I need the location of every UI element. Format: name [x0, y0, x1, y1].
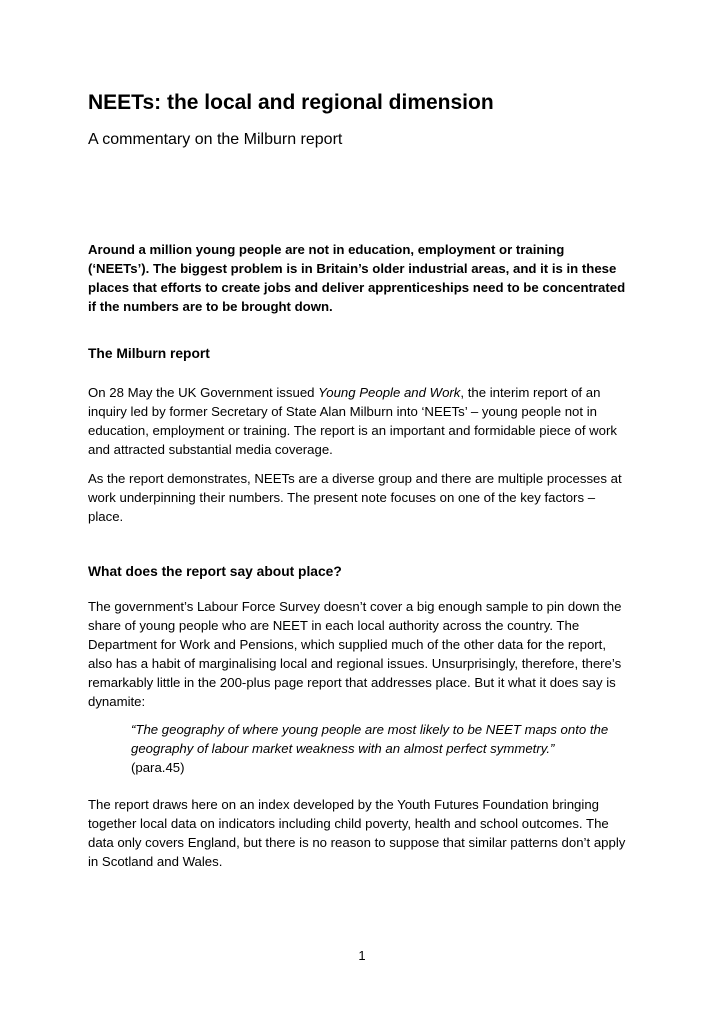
paragraph-line: place.	[88, 509, 124, 524]
block-quote	[131, 720, 651, 777]
text-fragment: On 28 May the UK Government issued	[88, 385, 319, 400]
summary-line: (‘NEETs’). The biggest problem is in Britain’s older industrial areas, and it is in these	[88, 261, 617, 276]
section-heading-place: What does the report say about place?	[88, 564, 342, 579]
paragraph-line: education, employment or training. The report is an important and formidable piece of work	[88, 423, 618, 438]
paragraph-labour-force-survey	[88, 597, 648, 711]
paragraph-line: work underpinning their numbers. The present note focuses on one of the key factors –	[88, 490, 596, 505]
paragraph-line: As the report demonstrates, NEETs are a diverse group and there are multiple processes at	[88, 471, 622, 486]
paragraph-line	[88, 383, 648, 402]
summary-line: if the numbers are to be brought down.	[88, 299, 333, 314]
summary-line: places that efforts to create jobs and deliver apprenticeships need to be concentrated	[88, 280, 626, 295]
paragraph-neets-diverse	[88, 469, 648, 526]
paragraph-line: and attracted substantial media coverage.	[88, 442, 333, 457]
paragraph-line: in Scotland and Wales.	[88, 854, 223, 869]
paragraph-line: remarkably little in the 200-plus page report that addresses place. But it what it does say is	[88, 675, 616, 690]
quote-line: “The geography of where young people are most likely to be NEET maps onto the	[131, 722, 609, 737]
report-title-italic: Young People and Work	[318, 385, 461, 400]
page-number: 1	[358, 948, 366, 963]
text-fragment: , the interim report of an	[460, 385, 601, 400]
paragraph-line: also has a habit of marginalising local and regional issues. Unsurprisingly, therefore, there’s	[88, 656, 622, 671]
paragraph-line: dynamite:	[88, 694, 146, 709]
paragraph-youth-futures-index	[88, 795, 648, 871]
paragraph-line: The report draws here on an index developed by the Youth Futures Foundation bringing	[88, 797, 599, 812]
paragraph-line: Department for Work and Pensions, which supplied much of the other data for the report,	[88, 637, 607, 652]
paragraph-line: share of young people who are NEET in each local authority across the country. The	[88, 618, 580, 633]
document-subtitle: A commentary on the Milburn report	[88, 131, 343, 148]
paragraph-line: data only covers England, but there is no reason to suppose that similar patterns don’t apply	[88, 835, 626, 850]
quote-line: geography of labour market weakness with an almost perfect symmetry.”	[131, 741, 555, 756]
summary-paragraph	[88, 240, 648, 316]
quote-citation: (para.45)	[131, 760, 185, 775]
section-heading-milburn-report: The Milburn report	[88, 346, 210, 361]
paragraph-line: inquiry led by former Secretary of State Alan Milburn into ‘NEETs’ – young people not in	[88, 404, 597, 419]
paragraph-line: together local data on indicators including child poverty, health and school outcomes. The	[88, 816, 609, 831]
summary-line: Around a million young people are not in education, employment or training	[88, 242, 565, 257]
document-title: NEETs: the local and regional dimension	[88, 91, 494, 114]
paragraph-milburn-intro	[88, 383, 648, 459]
paragraph-line: The government’s Labour Force Survey doesn’t cover a big enough sample to pin down the	[88, 599, 622, 614]
